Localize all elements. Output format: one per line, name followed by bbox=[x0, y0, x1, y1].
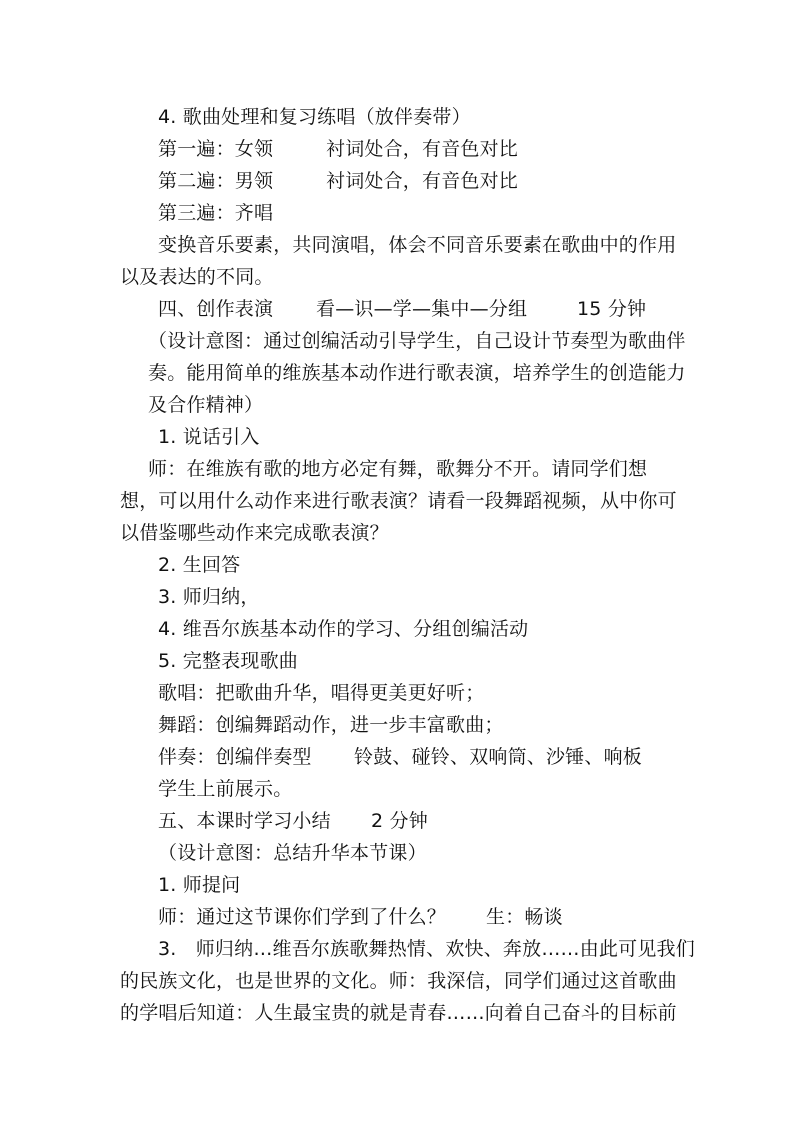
paragraph-line: 学生上前展示。 bbox=[158, 778, 293, 800]
paragraph-line: 师：在维族有歌的地方必定有舞，歌舞分不开。请同学们想 bbox=[148, 458, 648, 480]
first-pass-note: 衬词处合，有音色对比 bbox=[326, 138, 519, 160]
section-5-heading: 五、本课时学习小结 bbox=[158, 810, 331, 832]
paragraph-line: 想，可以用什么动作来进行歌表演？请看一段舞蹈视频，从中你可 bbox=[120, 490, 677, 512]
paragraph-line: 3. 师归纳…维吾尔族歌舞热情、欢快、奔放……由此可见我们 bbox=[158, 938, 695, 960]
step-item: 3. 师归纳， bbox=[158, 586, 260, 608]
section-4-duration: 15 分钟 bbox=[577, 298, 647, 320]
first-pass-label: 第一遍：女领 bbox=[158, 138, 274, 160]
second-pass-label: 第二遍：男领 bbox=[158, 170, 274, 192]
item-4-song-practice: 4. 歌曲处理和复习练唱（放伴奏带） bbox=[158, 106, 471, 128]
design-intent-line: （设计意图：总结升华本节课） bbox=[158, 842, 427, 864]
design-intent-line: 及合作精神） bbox=[148, 394, 264, 416]
third-pass-label: 第三遍：齐唱 bbox=[158, 202, 274, 224]
teacher-question: 师：通过这节课你们学到了什么？ bbox=[158, 906, 447, 928]
paragraph-line: 以及表达的不同。 bbox=[120, 266, 274, 288]
paragraph-line: 以借鉴哪些动作来完成歌表演？ bbox=[120, 522, 389, 544]
section-4-heading: 四、创作表演 bbox=[158, 298, 274, 320]
step-item: 1. 师提问 bbox=[158, 874, 241, 896]
paragraph-line: 舞蹈：创编舞蹈动作，进一步丰富歌曲； bbox=[158, 714, 504, 736]
instrument-list: 铃鼓、碰铃、双响筒、沙锤、响板 bbox=[354, 746, 643, 768]
section-5-duration: 2 分钟 bbox=[371, 810, 428, 832]
step-item: 5. 完整表现歌曲 bbox=[158, 650, 298, 672]
section-4-steps: 看—识—学—集中—分组 bbox=[316, 298, 528, 320]
student-response: 生：畅谈 bbox=[486, 906, 563, 928]
accompaniment-label: 伴奏：创编伴奏型 bbox=[158, 746, 312, 768]
design-intent-line: （设计意图：通过创编活动引导学生，自己设计节奏型为歌曲伴 bbox=[148, 330, 686, 352]
paragraph-line: 变换音乐要素，共同演唱，体会不同音乐要素在歌曲中的作用 bbox=[158, 234, 677, 256]
paragraph-line: 的民族文化，也是世界的文化。师：我深信，同学们通过这首歌曲 bbox=[120, 970, 677, 992]
step-item: 4. 维吾尔族基本动作的学习、分组创编活动 bbox=[158, 618, 529, 640]
step-item: 1. 说话引入 bbox=[158, 426, 260, 448]
step-item: 2. 生回答 bbox=[158, 554, 241, 576]
paragraph-line: 的学唱后知道：人生最宝贵的就是青春……向着自己奋斗的目标前 bbox=[120, 1002, 677, 1024]
design-intent-line: 奏。能用简单的维族基本动作进行歌表演，培养学生的创造能力 bbox=[148, 362, 686, 384]
paragraph-line: 歌唱：把歌曲升华，唱得更美更好听； bbox=[158, 682, 485, 704]
second-pass-note: 衬词处合，有音色对比 bbox=[326, 170, 519, 192]
